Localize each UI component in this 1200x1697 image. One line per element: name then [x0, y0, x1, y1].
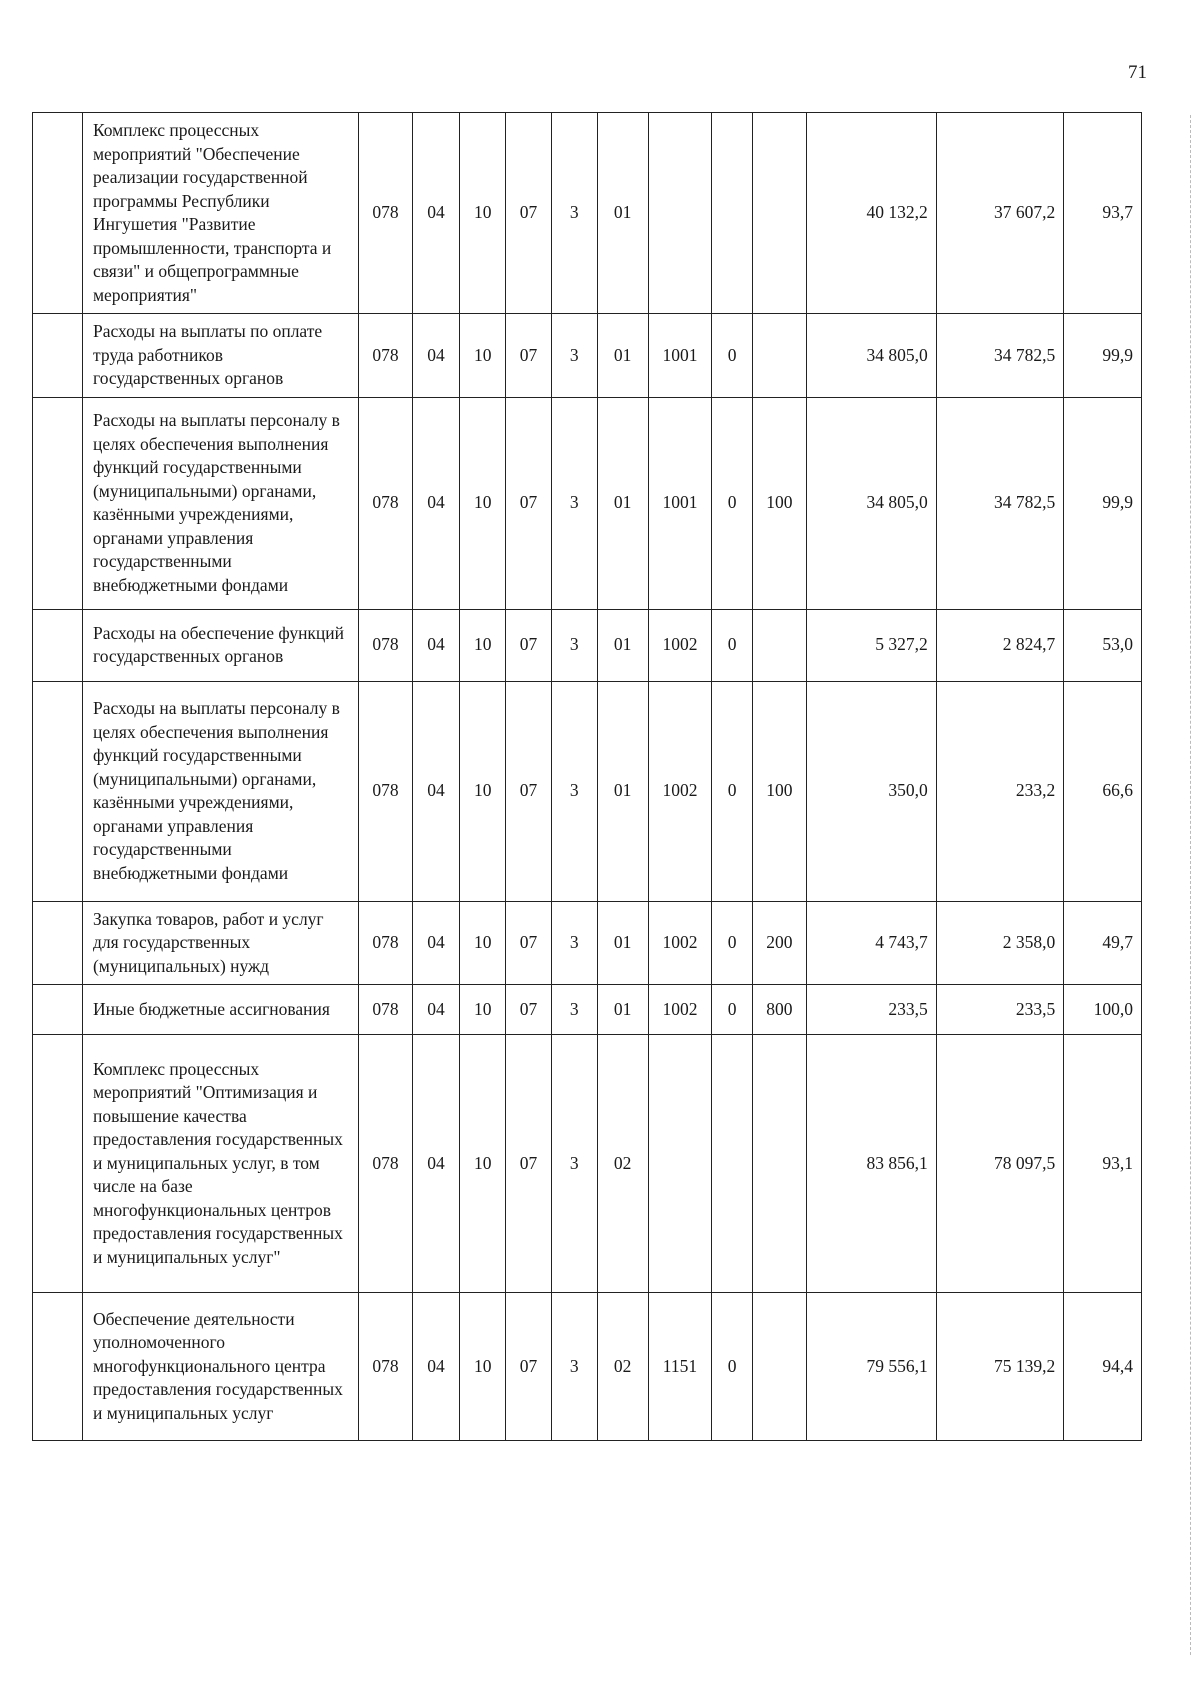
code-cell: 10: [460, 609, 506, 681]
expense-name-cell: Обеспечение деятельности уполномоченного многофункционального центра предоставления государственных и муниципальных услуг: [82, 1293, 358, 1441]
code-cell: 3: [551, 681, 597, 901]
code-cell: 10: [460, 1293, 506, 1441]
code-cell: 3: [551, 314, 597, 398]
expense-name-cell: Расходы на выплаты по оплате труда работников государственных органов: [82, 314, 358, 398]
code-cell: 0: [712, 1293, 752, 1441]
row-number-cell: [33, 609, 83, 681]
code-cell: 10: [460, 681, 506, 901]
code-cell: 078: [359, 901, 412, 985]
code-cell: 10: [460, 1035, 506, 1293]
code-cell: 10: [460, 113, 506, 314]
code-cell: 1001: [648, 397, 712, 609]
code-cell: 3: [551, 985, 597, 1035]
code-cell: 02: [597, 1293, 648, 1441]
code-cell: 01: [597, 314, 648, 398]
expense-name-cell: Иные бюджетные ассигнования: [82, 985, 358, 1035]
code-cell: [752, 113, 806, 314]
code-cell: 07: [506, 314, 552, 398]
code-cell: 04: [412, 113, 460, 314]
code-cell: 07: [506, 113, 552, 314]
code-cell: 04: [412, 901, 460, 985]
code-cell: 078: [359, 681, 412, 901]
code-cell: 01: [597, 681, 648, 901]
code-cell: 10: [460, 901, 506, 985]
code-cell: 10: [460, 985, 506, 1035]
amount-cell: 79 556,1: [806, 1293, 936, 1441]
expense-name-cell: Комплекс процессных мероприятий "Обеспечение реализации государственной программы Республики Ингушетия "Развитие промышленности, транспорта и связи" и общепрограммные мероприятия": [82, 113, 358, 314]
code-cell: 02: [597, 1035, 648, 1293]
table-row: [33, 113, 1142, 314]
code-cell: 078: [359, 1035, 412, 1293]
code-cell: 01: [597, 985, 648, 1035]
budget-table: [32, 112, 1142, 1441]
code-cell: 10: [460, 314, 506, 398]
code-cell: 07: [506, 901, 552, 985]
code-cell: 078: [359, 985, 412, 1035]
code-cell: 3: [551, 397, 597, 609]
code-cell: 078: [359, 1293, 412, 1441]
code-cell: 0: [712, 901, 752, 985]
code-cell: [712, 1035, 752, 1293]
row-number-cell: [33, 1035, 83, 1293]
code-cell: 3: [551, 1293, 597, 1441]
row-number-cell: [33, 113, 83, 314]
row-number-cell: [33, 314, 83, 398]
code-cell: 3: [551, 609, 597, 681]
row-number-cell: [33, 397, 83, 609]
code-cell: 078: [359, 314, 412, 398]
code-cell: 1001: [648, 314, 712, 398]
expense-name-cell: Комплекс процессных мероприятий "Оптимизация и повышение качества предоставления государственных и муниципальных услуг, в том числе на базе многофункциональных центров предоставления государственных и муниципальных услуг": [82, 1035, 358, 1293]
code-cell: 0: [712, 397, 752, 609]
percent-cell: 53,0: [1064, 609, 1142, 681]
code-cell: 3: [551, 901, 597, 985]
percent-cell: 49,7: [1064, 901, 1142, 985]
amount-cell: 34 805,0: [806, 397, 936, 609]
percent-cell: 93,1: [1064, 1035, 1142, 1293]
table-row: [33, 609, 1142, 681]
code-cell: 01: [597, 901, 648, 985]
amount-cell: 75 139,2: [936, 1293, 1064, 1441]
code-cell: 04: [412, 1035, 460, 1293]
code-cell: 200: [752, 901, 806, 985]
code-cell: 07: [506, 985, 552, 1035]
code-cell: 0: [712, 681, 752, 901]
code-cell: 100: [752, 397, 806, 609]
row-number-cell: [33, 1293, 83, 1441]
code-cell: 1002: [648, 609, 712, 681]
code-cell: 07: [506, 397, 552, 609]
table-row: [33, 1035, 1142, 1293]
code-cell: [752, 1035, 806, 1293]
table-row: [33, 681, 1142, 901]
code-cell: 078: [359, 397, 412, 609]
percent-cell: 99,9: [1064, 314, 1142, 398]
row-number-cell: [33, 985, 83, 1035]
table-row: [33, 985, 1142, 1035]
amount-cell: 233,5: [936, 985, 1064, 1035]
code-cell: 1151: [648, 1293, 712, 1441]
amount-cell: 37 607,2: [936, 113, 1064, 314]
code-cell: 07: [506, 1035, 552, 1293]
code-cell: 07: [506, 609, 552, 681]
amount-cell: 5 327,2: [806, 609, 936, 681]
code-cell: 01: [597, 609, 648, 681]
amount-cell: 34 782,5: [936, 397, 1064, 609]
amount-cell: 2 824,7: [936, 609, 1064, 681]
expense-name-cell: Расходы на выплаты персоналу в целях обеспечения выполнения функций государственными (муниципальными) органами, казёнными учреждениями, органами управления государственными внебюджетными фондами: [82, 397, 358, 609]
amount-cell: 40 132,2: [806, 113, 936, 314]
amount-cell: 233,5: [806, 985, 936, 1035]
code-cell: 07: [506, 681, 552, 901]
page-number: 71: [1128, 62, 1147, 83]
code-cell: 1002: [648, 901, 712, 985]
code-cell: 04: [412, 1293, 460, 1441]
amount-cell: 2 358,0: [936, 901, 1064, 985]
expense-name-cell: Расходы на обеспечение функций государственных органов: [82, 609, 358, 681]
scan-edge: [1190, 115, 1192, 1655]
code-cell: 04: [412, 681, 460, 901]
table-row: [33, 314, 1142, 398]
code-cell: 800: [752, 985, 806, 1035]
code-cell: 1002: [648, 681, 712, 901]
code-cell: 3: [551, 1035, 597, 1293]
percent-cell: 100,0: [1064, 985, 1142, 1035]
code-cell: [752, 314, 806, 398]
amount-cell: 78 097,5: [936, 1035, 1064, 1293]
amount-cell: 34 805,0: [806, 314, 936, 398]
code-cell: 01: [597, 113, 648, 314]
table-row: [33, 901, 1142, 985]
table-row: [33, 397, 1142, 609]
percent-cell: 99,9: [1064, 397, 1142, 609]
code-cell: 078: [359, 609, 412, 681]
code-cell: 04: [412, 397, 460, 609]
code-cell: 0: [712, 985, 752, 1035]
amount-cell: 350,0: [806, 681, 936, 901]
row-number-cell: [33, 901, 83, 985]
code-cell: [712, 113, 752, 314]
percent-cell: 66,6: [1064, 681, 1142, 901]
code-cell: [648, 113, 712, 314]
table-row: [33, 1293, 1142, 1441]
code-cell: 04: [412, 985, 460, 1035]
code-cell: [752, 609, 806, 681]
code-cell: 04: [412, 314, 460, 398]
amount-cell: 233,2: [936, 681, 1064, 901]
code-cell: 3: [551, 113, 597, 314]
code-cell: 0: [712, 314, 752, 398]
code-cell: 1002: [648, 985, 712, 1035]
expense-name-cell: Расходы на выплаты персоналу в целях обеспечения выполнения функций государственными (муниципальными) органами, казёнными учреждениями, органами управления государственными внебюджетными фондами: [82, 681, 358, 901]
code-cell: 078: [359, 113, 412, 314]
amount-cell: 34 782,5: [936, 314, 1064, 398]
amount-cell: 83 856,1: [806, 1035, 936, 1293]
row-number-cell: [33, 681, 83, 901]
code-cell: 07: [506, 1293, 552, 1441]
code-cell: 04: [412, 609, 460, 681]
percent-cell: 94,4: [1064, 1293, 1142, 1441]
code-cell: 01: [597, 397, 648, 609]
code-cell: 100: [752, 681, 806, 901]
code-cell: 10: [460, 397, 506, 609]
code-cell: [752, 1293, 806, 1441]
percent-cell: 93,7: [1064, 113, 1142, 314]
expense-name-cell: Закупка товаров, работ и услуг для государственных (муниципальных) нужд: [82, 901, 358, 985]
code-cell: [648, 1035, 712, 1293]
code-cell: 0: [712, 609, 752, 681]
amount-cell: 4 743,7: [806, 901, 936, 985]
